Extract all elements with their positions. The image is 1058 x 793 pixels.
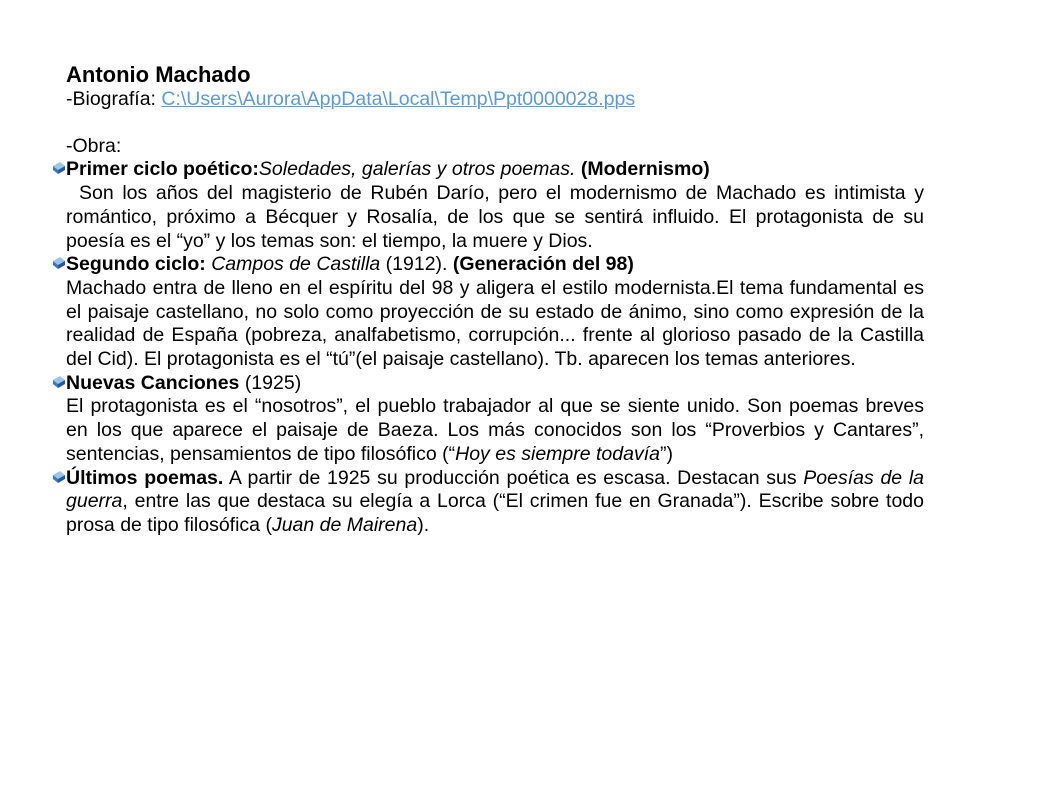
blue-diamond-bullet-icon bbox=[53, 470, 65, 484]
biografia-link[interactable]: C:\Users\Aurora\AppData\Local\Temp\Ppt0000028.pps bbox=[161, 88, 636, 110]
slide-content bbox=[66, 62, 924, 538]
section-paragraph-nuevas-canciones: El protagonista es el “nosotros”, el pueblo trabajador al que se siente unido. Son poemas breves en los que aparece el paisaje de Baeza. Los más conocidos son los “Proverbios y Cantares”, sentencias, pensamientos de tipo filosófico (“Hoy es siempre todavía”) bbox=[66, 395, 924, 465]
work-title: Campos de Castilla bbox=[211, 253, 381, 276]
heading-text: Últimos poemas. bbox=[66, 466, 224, 489]
spacer bbox=[66, 112, 924, 135]
page-title: Antonio Machado bbox=[66, 62, 251, 87]
year: (1912). bbox=[380, 253, 453, 276]
section-heading-primer-ciclo bbox=[66, 158, 924, 182]
heading-text: Primer ciclo poético: bbox=[66, 158, 259, 181]
section-heading-nuevas-canciones bbox=[66, 372, 924, 396]
section-heading-segundo-ciclo bbox=[66, 253, 924, 277]
year: (1925) bbox=[239, 371, 302, 394]
section-paragraph-primer-ciclo: Son los años del magisterio de Rubén Darío, pero el modernismo de Machado es intimista y romántico, próximo a Bécquer y Rosalía, de los que se sentirá influido. El protagonista de su poesía es el “yo” y los temas son: el tiempo, la muere y Dios. bbox=[66, 182, 924, 252]
blue-diamond-bullet-icon bbox=[53, 375, 65, 389]
section-paragraph-segundo-ciclo: Machado entra de lleno en el espíritu del 98 y aligera el estilo modernista.El tema fundamental es el paisaje castellano, no solo como proyección de su estado de ánimo, sino como expresión de la realidad de España (pobreza, analfabetismo, corrupción... frente al glorioso pasado de la Castilla del Cid). El protagonista es el “tú”(el paisaje castellano). Tb. aparecen los temas anteriores. bbox=[66, 276, 924, 371]
blue-diamond-bullet-icon bbox=[53, 256, 65, 270]
section-ultimos-poemas: Últimos poemas. A partir de 1925 su producción poética es escasa. Destacan sus Poesías de la guerra, entre las que destaca su elegía a Lorca (“El crimen fue en Granada”). Escribe sobre todo prosa de tipo filosófica (Juan de Mairena). bbox=[66, 467, 924, 538]
blue-diamond-bullet-icon bbox=[53, 161, 65, 175]
biografia-label: -Biografía: bbox=[66, 88, 162, 110]
quote: Hoy es siempre todavía bbox=[455, 442, 660, 465]
biografia-line bbox=[66, 88, 924, 112]
work-title: Soledades, galerías y otros poemas. bbox=[258, 158, 576, 181]
movement-label: (Generación del 98) bbox=[452, 253, 634, 276]
obra-label: -Obra: bbox=[66, 134, 122, 157]
movement-label: (Modernismo) bbox=[580, 158, 710, 181]
work-title: Poesías de la guerra bbox=[66, 466, 924, 513]
work-title: Juan de Mairena bbox=[271, 513, 418, 536]
heading-text: Nuevas Canciones bbox=[66, 371, 240, 394]
heading-text: Segundo ciclo: bbox=[66, 253, 206, 276]
